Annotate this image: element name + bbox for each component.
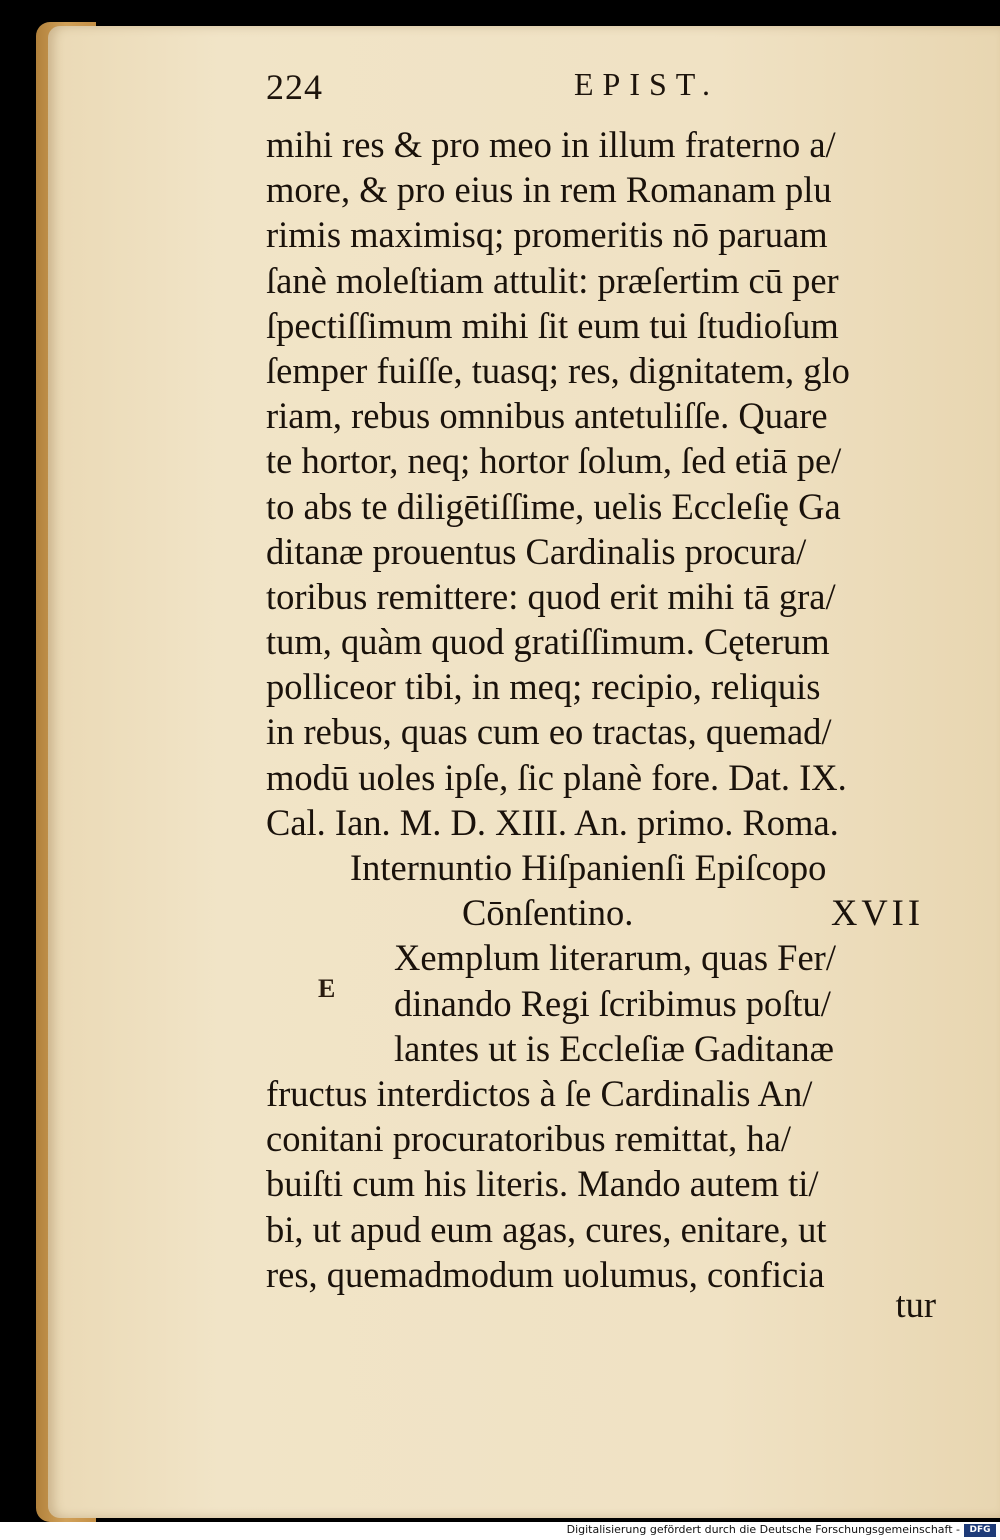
running-head: EPIST. bbox=[574, 66, 719, 102]
text-line: riam, rebus omnibus antetuliſſe. Quare bbox=[266, 395, 828, 437]
text-line: dinando Regi ſcribimus poſtu/ bbox=[394, 982, 831, 1024]
footer-credit: Digitalisierung gefördert durch die Deutsche Forschungsgemeinschaft - bbox=[566, 1523, 960, 1536]
text-line: rimis maximisq; promeritis nō paruam bbox=[266, 214, 828, 256]
text-line: in rebus, quas cum eo tractas, quemad/ bbox=[266, 711, 832, 753]
dfg-logo: DFG bbox=[964, 1524, 996, 1537]
text-line: conitani procuratoribus remittat, ha/ bbox=[266, 1118, 792, 1160]
text-line: ditanæ prouentus Cardinalis procura/ bbox=[266, 530, 807, 572]
text-line: res, quemadmodum uolumus, conficia bbox=[266, 1253, 825, 1295]
text-line: mihi res & pro meo in illum fraterno a/ bbox=[266, 124, 836, 165]
text-line: ſemper fuiſſe, tuasq; res, dignitatem, glo bbox=[266, 349, 850, 391]
catchword: tur bbox=[895, 1284, 936, 1325]
text-line: bi, ut apud eum agas, cures, enitare, ut bbox=[266, 1208, 827, 1250]
address-line: Internuntio Hiſpanienſi Epiſcopo bbox=[350, 847, 827, 888]
text-line: modū uoles ipſe, ſic planè fore. Dat. IX. bbox=[266, 756, 847, 798]
text-line: to abs te diligētiſſime, uelis Eccleſię Ga bbox=[266, 485, 841, 527]
text-line: tum, quàm quod gratiſſimum. Cęterum bbox=[266, 621, 830, 663]
letter-text bbox=[266, 122, 936, 1297]
text-line: fructus interdictos à ſe Cardinalis An/ bbox=[266, 1072, 813, 1114]
initial-letter-guide: E bbox=[318, 974, 336, 1003]
text-line: Xemplum literarum, quas Fer/ bbox=[394, 937, 836, 979]
letter-number: XVII bbox=[830, 892, 924, 934]
text-line: ſanè moleſtiam attulit: præſertim cū per bbox=[266, 259, 839, 301]
text-line: buiſti cum his literis. Mando autem ti/ bbox=[266, 1163, 819, 1205]
text-line: polliceor tibi, in meq; recipio, reliquis bbox=[266, 666, 821, 708]
address-line-2 bbox=[266, 890, 936, 935]
text-line: more, & pro eius in rem Romanam plu bbox=[266, 169, 832, 211]
recipient-name: Cōnſentino. bbox=[462, 892, 634, 934]
text-line: lantes ut is Eccleſiæ Gaditanæ bbox=[394, 1027, 834, 1069]
page-number: 224 bbox=[266, 67, 323, 107]
text-line: toribus remittere: quod erit mihi tā gra/ bbox=[266, 575, 836, 617]
page-header bbox=[266, 66, 936, 110]
text-line: ſpectiſſimum mihi ſit eum tui ſtudioſum bbox=[266, 304, 839, 346]
footer-bar bbox=[0, 1522, 1000, 1540]
text-line: te hortor, neq; hortor ſolum, ſed etiā pe/ bbox=[266, 440, 842, 482]
text-line: Cal. Ian. M. D. XIII. An. primo. Roma. bbox=[266, 801, 839, 843]
